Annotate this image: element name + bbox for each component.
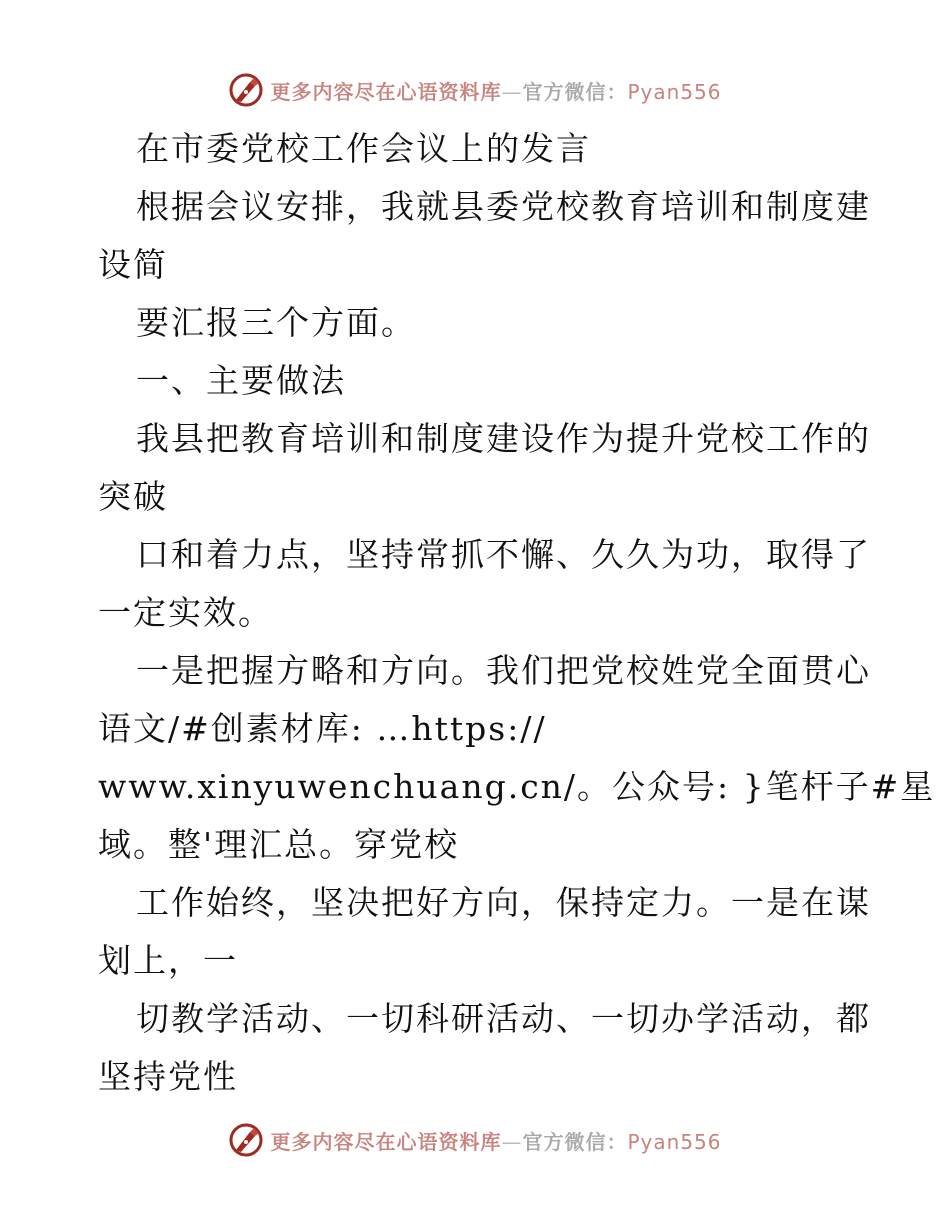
text-line: 切教学活动、一切科研活动、一切办学活动，都 [136, 999, 871, 1038]
watermark-official-label: 官方微信： [522, 1129, 628, 1154]
text-line: 一是把握方略和方向。我们把党校姓党全面贯心 [136, 651, 871, 690]
text-line: 我县把教育培训和制度建设作为提升党校工作的 [136, 419, 871, 458]
text-line: 域。整'理汇总。穿党校 [98, 825, 460, 864]
header-watermark-text [270, 76, 721, 105]
text-line: 要汇报三个方面。 [136, 303, 416, 342]
text-line: 语文/#创素材库: …https:// [98, 709, 547, 748]
footer-watermark-banner [0, 1120, 950, 1160]
document-body [98, 120, 936, 1106]
watermark-dash: — [501, 79, 523, 104]
text-line: 坚持党性 [98, 1057, 238, 1096]
watermark-dash: — [501, 1129, 523, 1154]
watermark-wechat-id: Pyan556 [627, 1129, 722, 1154]
header-watermark-banner [0, 70, 950, 110]
text-line: 工作始终，坚决把好方向，保持定力。一是在谋 [136, 883, 871, 922]
watermark-wechat-id: Pyan556 [627, 79, 722, 104]
watermark-main-text: 更多内容尽在心语资料库 [270, 1129, 502, 1154]
pen-logo-icon [228, 72, 264, 108]
text-line: 在市委党校工作会议上的发言 [136, 129, 591, 168]
text-line: 口和着力点，坚持常抓不懈、久久为功，取得了 [136, 535, 871, 574]
text-line: www.xinyuwenchuang.cn/。公众号: }笔杆子#星 [98, 767, 936, 806]
text-line: 设简 [98, 245, 168, 284]
footer-watermark-text [270, 1126, 721, 1155]
watermark-main-text: 更多内容尽在心语资料库 [270, 79, 502, 104]
text-line: 根据会议安排，我就县委党校教育培训和制度建 [136, 187, 871, 226]
watermark-official-label: 官方微信： [522, 79, 628, 104]
text-line: 划上，一 [98, 941, 238, 980]
text-line: 突破 [98, 477, 168, 516]
text-line: 一定实效。 [98, 593, 273, 632]
text-line: 一、主要做法 [136, 361, 346, 400]
pen-logo-icon [228, 1122, 264, 1158]
